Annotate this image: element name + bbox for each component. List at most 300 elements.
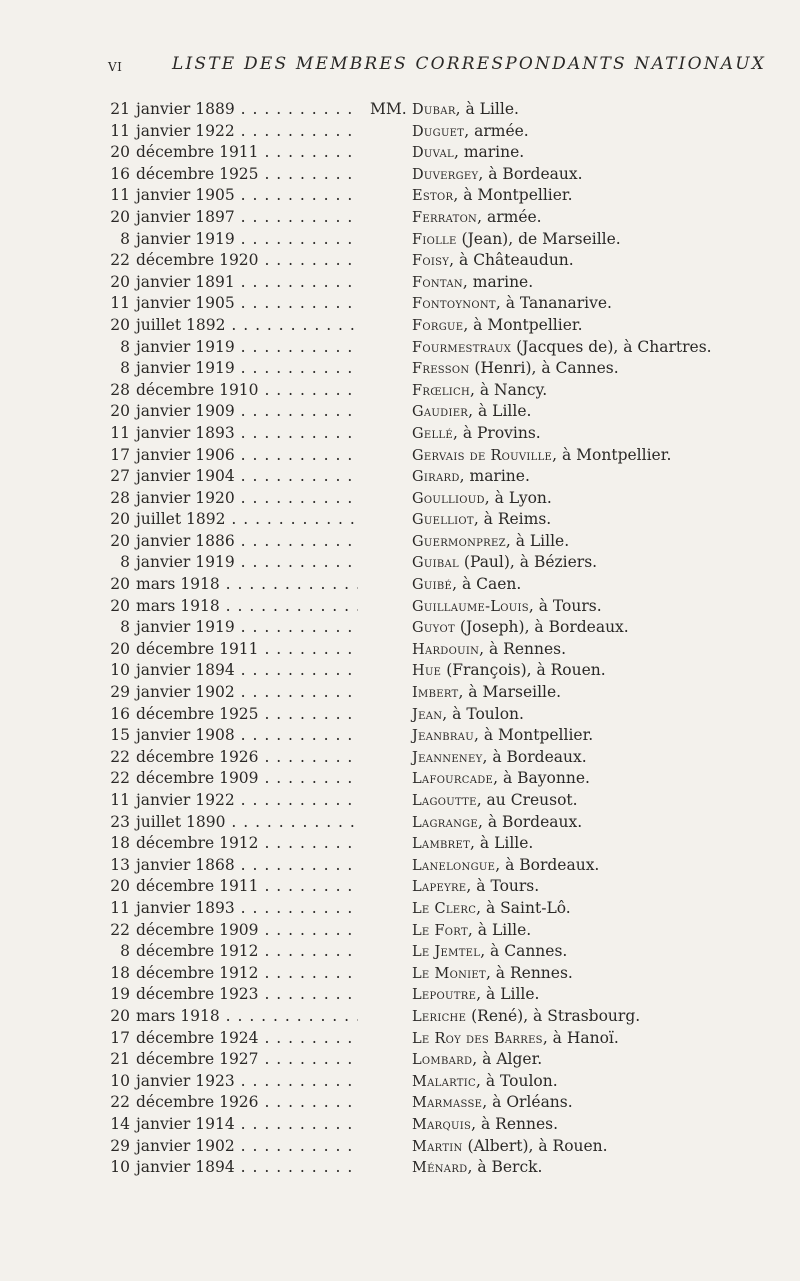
member-details: , à Provins. xyxy=(452,423,541,442)
list-item xyxy=(0,682,800,704)
election-date xyxy=(100,401,358,423)
date-month-year: décembre 1925 . . . xyxy=(136,165,358,183)
date-day: 20 xyxy=(110,596,130,615)
member-surname: Le Moniet xyxy=(412,965,486,982)
election-date xyxy=(100,121,358,143)
date-day: 8 xyxy=(120,359,130,378)
date-month-year: mars 1918 . . . xyxy=(136,575,358,593)
election-date xyxy=(100,833,358,855)
member-details: , à Bayonne. xyxy=(493,769,590,788)
member-name xyxy=(412,185,573,208)
date-day: 8 xyxy=(120,553,130,572)
date-day: 27 xyxy=(110,467,130,486)
date-month-year: janvier 1891 . . . xyxy=(136,273,358,291)
list-item xyxy=(0,920,800,942)
member-name xyxy=(412,617,629,640)
member-name xyxy=(412,898,571,921)
member-surname: Guermonprez xyxy=(412,533,506,550)
date-month-year: janvier 1919 . . . xyxy=(136,618,358,636)
date-day: 11 xyxy=(110,294,130,313)
election-date xyxy=(100,185,358,207)
member-name xyxy=(412,596,602,619)
date-month-year: janvier 1920 . . . xyxy=(136,489,358,507)
member-name xyxy=(412,423,541,446)
member-name xyxy=(412,682,561,705)
list-item xyxy=(0,596,800,618)
list-item xyxy=(0,293,800,315)
member-details: , à Montpellier. xyxy=(453,186,573,205)
date-day: 10 xyxy=(110,661,130,680)
member-name xyxy=(412,207,542,230)
member-surname: Jeanbrau xyxy=(412,728,475,745)
member-name xyxy=(412,1006,640,1029)
member-surname: Gellé xyxy=(412,425,453,442)
election-date xyxy=(100,250,358,272)
date-month-year: janvier 1919 . . . xyxy=(136,230,358,248)
running-title: LISTE DES MEMBRES CORRESPONDANTS NATIONAUX xyxy=(172,54,767,74)
member-surname: Guelliot xyxy=(412,512,474,529)
member-surname: Fresson xyxy=(412,361,470,378)
date-month-year: décembre 1911 . . . xyxy=(136,143,358,161)
member-details: , à Châteaudun. xyxy=(449,251,574,270)
election-date xyxy=(100,941,358,963)
list-item xyxy=(0,1071,800,1093)
member-details: , à Rennes. xyxy=(471,1114,559,1133)
election-date xyxy=(100,920,358,942)
member-details: (Jacques de), à Chartres. xyxy=(511,337,712,356)
election-date xyxy=(100,1114,358,1136)
member-details: , à Montpellier. xyxy=(463,315,583,334)
list-item xyxy=(0,552,800,574)
member-details: , au Creusot. xyxy=(476,791,578,809)
date-month-year: décembre 1909 . . . xyxy=(136,921,358,939)
list-item xyxy=(0,531,800,553)
date-month-year: janvier 1893 . . . xyxy=(136,424,358,442)
member-surname: Le Jemtel xyxy=(412,944,481,961)
member-surname: Leriche xyxy=(412,1008,467,1025)
member-details: (François), à Rouen. xyxy=(441,661,606,680)
member-name xyxy=(412,1049,542,1072)
list-item xyxy=(0,574,800,596)
member-surname: Lanelongue xyxy=(412,857,496,874)
election-date xyxy=(100,229,358,251)
member-details: , à Lille. xyxy=(476,985,540,1004)
member-name xyxy=(412,725,593,748)
member-name xyxy=(412,984,539,1007)
election-date xyxy=(100,1136,358,1158)
list-item xyxy=(0,229,800,251)
date-month-year: janvier 1923 . . . xyxy=(136,1072,358,1090)
election-date xyxy=(100,99,358,121)
member-surname: Le Clerc xyxy=(412,900,477,917)
member-details: , à Montpellier. xyxy=(474,726,594,745)
member-surname: Ménard xyxy=(412,1160,468,1177)
date-day: 29 xyxy=(110,1136,130,1155)
date-month-year: décembre 1920 . . . xyxy=(136,251,358,269)
election-date xyxy=(100,617,358,639)
member-surname: Gervais de Rouville xyxy=(412,447,553,464)
member-details: , à Tours. xyxy=(466,877,540,896)
member-details: , à Bordeaux. xyxy=(482,747,587,766)
member-surname: Hue xyxy=(412,663,442,680)
member-details: , à Toulon. xyxy=(475,1071,558,1090)
member-name xyxy=(412,941,567,964)
member-details: , à Berck. xyxy=(467,1158,543,1177)
member-surname: Duval xyxy=(412,145,454,162)
date-day: 18 xyxy=(110,963,130,982)
election-date xyxy=(100,790,358,812)
member-name xyxy=(412,660,606,683)
date-day: 22 xyxy=(110,1093,130,1112)
member-surname: Fontan xyxy=(412,274,463,291)
list-item xyxy=(0,725,800,747)
member-surname: Jean xyxy=(412,706,443,723)
date-day: 20 xyxy=(110,272,130,291)
date-day: 28 xyxy=(110,488,130,507)
election-date xyxy=(100,1092,358,1114)
member-name xyxy=(412,1114,558,1137)
date-month-year: janvier 1902 . . . xyxy=(136,683,358,701)
date-day: 17 xyxy=(110,1028,130,1047)
member-name xyxy=(412,747,587,770)
date-month-year: janvier 1909 . . . xyxy=(136,402,358,420)
member-details: , à Bordeaux. xyxy=(478,164,583,183)
date-month-year: janvier 1919 . . . xyxy=(136,553,358,571)
list-item xyxy=(0,1028,800,1050)
date-month-year: janvier 1905 . . . xyxy=(136,294,358,312)
member-surname: Guibal xyxy=(412,555,459,572)
date-day: 8 xyxy=(120,942,130,961)
election-date xyxy=(100,660,358,682)
list-item xyxy=(0,617,800,639)
date-day: 8 xyxy=(120,337,130,356)
date-day: 11 xyxy=(110,121,130,140)
election-date xyxy=(100,164,358,186)
member-name xyxy=(412,1157,542,1180)
date-month-year: décembre 1912 . . . xyxy=(136,942,358,960)
member-name xyxy=(412,1071,558,1094)
date-day: 21 xyxy=(110,1050,130,1069)
member-name xyxy=(412,531,569,554)
date-day: 21 xyxy=(110,100,130,118)
date-month-year: janvier 1906 . . . xyxy=(136,446,358,464)
member-surname: Fontoynont xyxy=(412,296,496,313)
member-surname: Malartic xyxy=(412,1073,476,1090)
member-surname: Foisy xyxy=(412,253,450,270)
election-date xyxy=(100,1006,358,1028)
member-surname: Marmasse xyxy=(412,1095,483,1112)
date-month-year: décembre 1926 . . . xyxy=(136,1093,358,1111)
member-surname: Forgue xyxy=(412,317,464,334)
member-surname: Ferraton xyxy=(412,209,478,226)
date-day: 22 xyxy=(110,251,130,270)
member-surname: Lagoutte xyxy=(412,793,477,809)
list-item xyxy=(0,1114,800,1136)
list-item xyxy=(0,250,800,272)
election-date xyxy=(100,984,358,1006)
list-item xyxy=(0,185,800,207)
date-day: 11 xyxy=(110,791,130,809)
list-item xyxy=(0,509,800,531)
date-month-year: décembre 1926 . . . xyxy=(136,748,358,766)
election-date xyxy=(100,596,358,618)
date-day: 22 xyxy=(110,747,130,766)
date-month-year: janvier 1868 . . . xyxy=(136,856,358,874)
date-day: 17 xyxy=(110,445,130,464)
date-month-year: janvier 1908 . . . xyxy=(136,726,358,744)
member-name xyxy=(412,315,583,338)
member-surname: Lapeyre xyxy=(412,879,467,896)
member-name xyxy=(412,401,531,424)
election-date xyxy=(100,1028,358,1050)
list-item xyxy=(0,639,800,661)
member-details: , à Cannes. xyxy=(480,942,568,961)
election-date xyxy=(100,380,358,402)
date-day: 20 xyxy=(110,143,130,162)
date-day: 16 xyxy=(110,164,130,183)
member-details: , à Alger. xyxy=(472,1050,543,1069)
member-details: (Joseph), à Bordeaux. xyxy=(454,618,629,637)
date-month-year: décembre 1927 . . . xyxy=(136,1050,358,1068)
election-date xyxy=(100,531,358,553)
election-date xyxy=(100,898,358,920)
member-name xyxy=(412,855,599,878)
member-details: , à Lille. xyxy=(455,100,519,118)
member-name xyxy=(412,963,573,986)
member-details: , à Rennes. xyxy=(485,963,573,982)
member-details: , à Orléans. xyxy=(482,1093,573,1112)
member-details: , à Montpellier. xyxy=(552,445,672,464)
date-month-year: décembre 1912 . . . xyxy=(136,834,358,852)
list-item xyxy=(0,466,800,488)
election-date xyxy=(100,812,358,834)
date-month-year: décembre 1912 . . . xyxy=(136,964,358,982)
election-date xyxy=(100,963,358,985)
member-details: (Henri), à Cannes. xyxy=(469,359,619,378)
list-item xyxy=(0,164,800,186)
member-name xyxy=(412,833,533,856)
date-day: 20 xyxy=(110,531,130,550)
member-details: , à Hanoï. xyxy=(542,1028,619,1047)
date-day: 18 xyxy=(110,834,130,853)
date-month-year: décembre 1910 . . . xyxy=(136,381,358,399)
date-month-year: janvier 1897 . . . xyxy=(136,208,358,226)
list-item xyxy=(0,358,800,380)
date-month-year: janvier 1902 . . . xyxy=(136,1137,358,1155)
member-details: (Jean), de Marseille. xyxy=(456,229,621,248)
member-name xyxy=(412,121,529,144)
member-surname: Girard xyxy=(412,469,460,486)
list-item xyxy=(0,747,800,769)
member-details: , à Toulon. xyxy=(442,704,524,723)
list-item xyxy=(0,99,800,121)
member-name xyxy=(412,552,597,575)
member-details: , à Lille. xyxy=(468,402,532,421)
member-surname: Frœlich xyxy=(412,382,471,399)
list-item xyxy=(0,423,800,445)
member-name xyxy=(412,445,671,468)
member-name xyxy=(412,1136,608,1159)
list-item xyxy=(0,855,800,877)
date-day: 10 xyxy=(110,1071,130,1090)
member-name xyxy=(412,704,524,727)
member-name xyxy=(412,920,531,943)
election-date xyxy=(100,509,358,531)
date-day: 11 xyxy=(110,898,130,917)
date-month-year: juillet 1890 . . . xyxy=(136,813,358,831)
election-date xyxy=(100,1049,358,1071)
member-name xyxy=(412,337,712,360)
list-item xyxy=(0,898,800,920)
list-item xyxy=(0,121,800,143)
member-surname: Lafourcade xyxy=(412,771,494,788)
member-surname: Fourmestraux xyxy=(412,339,512,356)
member-name xyxy=(412,293,612,316)
date-month-year: décembre 1911 . . . xyxy=(136,877,358,895)
list-item xyxy=(0,380,800,402)
date-day: 20 xyxy=(110,207,130,226)
member-details: , à Lille. xyxy=(467,920,532,939)
date-month-year: janvier 1922 . . . xyxy=(136,791,358,809)
list-item xyxy=(0,704,800,726)
member-surname: Estor xyxy=(412,188,454,205)
list-item xyxy=(0,790,800,812)
election-date xyxy=(100,445,358,467)
date-month-year: juillet 1892 . . . xyxy=(136,510,358,528)
member-surname: Le Fort xyxy=(412,922,468,939)
date-day: 20 xyxy=(110,315,130,334)
member-surname: Le Roy des Barres xyxy=(412,1030,543,1047)
date-month-year: janvier 1905 . . . xyxy=(136,186,358,204)
date-month-year: juillet 1892 . . . xyxy=(136,316,358,334)
date-month-year: janvier 1893 . . . xyxy=(136,899,358,917)
election-date xyxy=(100,272,358,294)
election-date xyxy=(100,466,358,488)
member-details: , à Tours. xyxy=(528,596,602,615)
election-date xyxy=(100,768,358,790)
date-day: 15 xyxy=(110,726,130,745)
member-details: , à Caen. xyxy=(452,575,522,594)
member-name xyxy=(412,250,574,273)
list-item xyxy=(0,876,800,898)
date-day: 20 xyxy=(110,402,130,421)
list-item xyxy=(0,337,800,359)
member-surname: Dubar xyxy=(412,102,456,118)
member-name xyxy=(412,272,533,295)
list-item xyxy=(0,445,800,467)
date-month-year: décembre 1909 . . . xyxy=(136,769,358,787)
member-name xyxy=(412,142,524,165)
member-surname: Guyot xyxy=(412,620,455,637)
member-details: , à Nancy. xyxy=(470,380,548,399)
list-item xyxy=(0,941,800,963)
list-item xyxy=(0,1006,800,1028)
election-date xyxy=(100,747,358,769)
member-name xyxy=(412,768,590,791)
date-day: 11 xyxy=(110,186,130,205)
member-details: , à Reims. xyxy=(473,510,552,529)
date-month-year: décembre 1924 . . . xyxy=(136,1029,358,1047)
election-date xyxy=(100,639,358,661)
member-details: , marine. xyxy=(462,272,534,291)
member-details: , à Lille. xyxy=(470,834,534,853)
member-details: , à Saint-Lô. xyxy=(476,898,571,917)
member-details: , à Lille. xyxy=(505,531,570,550)
date-day: 13 xyxy=(110,855,130,874)
list-item xyxy=(0,207,800,229)
list-item xyxy=(0,833,800,855)
election-date xyxy=(100,358,358,380)
date-month-year: mars 1918 . . . xyxy=(136,1007,358,1025)
list-item xyxy=(0,142,800,164)
member-details: (René), à Strasbourg. xyxy=(466,1006,641,1025)
honorific-label: MM. xyxy=(370,100,407,118)
member-name xyxy=(412,488,552,511)
member-name xyxy=(412,639,566,662)
member-surname: Hardouin xyxy=(412,641,480,658)
member-surname: Guibé xyxy=(412,577,453,594)
date-day: 22 xyxy=(110,920,130,939)
list-item xyxy=(0,660,800,682)
election-date xyxy=(100,315,358,337)
date-month-year: décembre 1923 . . . xyxy=(136,985,358,1003)
election-date xyxy=(100,488,358,510)
member-details: , à Tananarive. xyxy=(495,294,612,313)
list-item xyxy=(0,1136,800,1158)
member-name xyxy=(412,466,530,489)
date-day: 28 xyxy=(110,380,130,399)
election-date xyxy=(100,293,358,315)
member-surname: Marquis xyxy=(412,1116,472,1133)
member-surname: Lombard xyxy=(412,1052,473,1069)
election-date xyxy=(100,423,358,445)
member-name xyxy=(412,358,619,381)
member-details: (Albert), à Rouen. xyxy=(462,1136,608,1155)
date-day: 16 xyxy=(110,704,130,723)
member-surname: Fiolle xyxy=(412,231,457,248)
date-day: 11 xyxy=(110,423,130,442)
election-date xyxy=(100,725,358,747)
election-date xyxy=(100,142,358,164)
date-day: 20 xyxy=(110,575,130,594)
date-month-year: janvier 1886 . . . xyxy=(136,532,358,550)
date-month-year: janvier 1914 . . . xyxy=(136,1115,358,1133)
date-month-year: mars 1918 . . . xyxy=(136,597,358,615)
date-month-year: janvier 1889 . . . xyxy=(136,100,358,118)
date-month-year: décembre 1925 . . . xyxy=(136,705,358,723)
date-day: 10 xyxy=(110,1158,130,1177)
election-date xyxy=(100,876,358,898)
election-date xyxy=(100,574,358,596)
list-item xyxy=(0,984,800,1006)
member-name xyxy=(412,380,547,403)
election-date xyxy=(100,855,358,877)
member-details: (Paul), à Béziers. xyxy=(458,553,598,572)
member-surname: Lambret xyxy=(412,836,471,853)
date-day: 19 xyxy=(110,985,130,1004)
list-item xyxy=(0,1049,800,1071)
member-details: , armée. xyxy=(477,207,542,226)
member-name xyxy=(412,229,621,252)
date-month-year: janvier 1894 . . . xyxy=(136,661,358,679)
member-name xyxy=(412,1028,619,1051)
member-name xyxy=(412,164,583,187)
member-name xyxy=(412,790,578,813)
member-name xyxy=(412,509,551,532)
election-date xyxy=(100,207,358,229)
date-month-year: janvier 1919 . . . xyxy=(136,359,358,377)
member-details: , à Bordeaux. xyxy=(495,855,600,874)
